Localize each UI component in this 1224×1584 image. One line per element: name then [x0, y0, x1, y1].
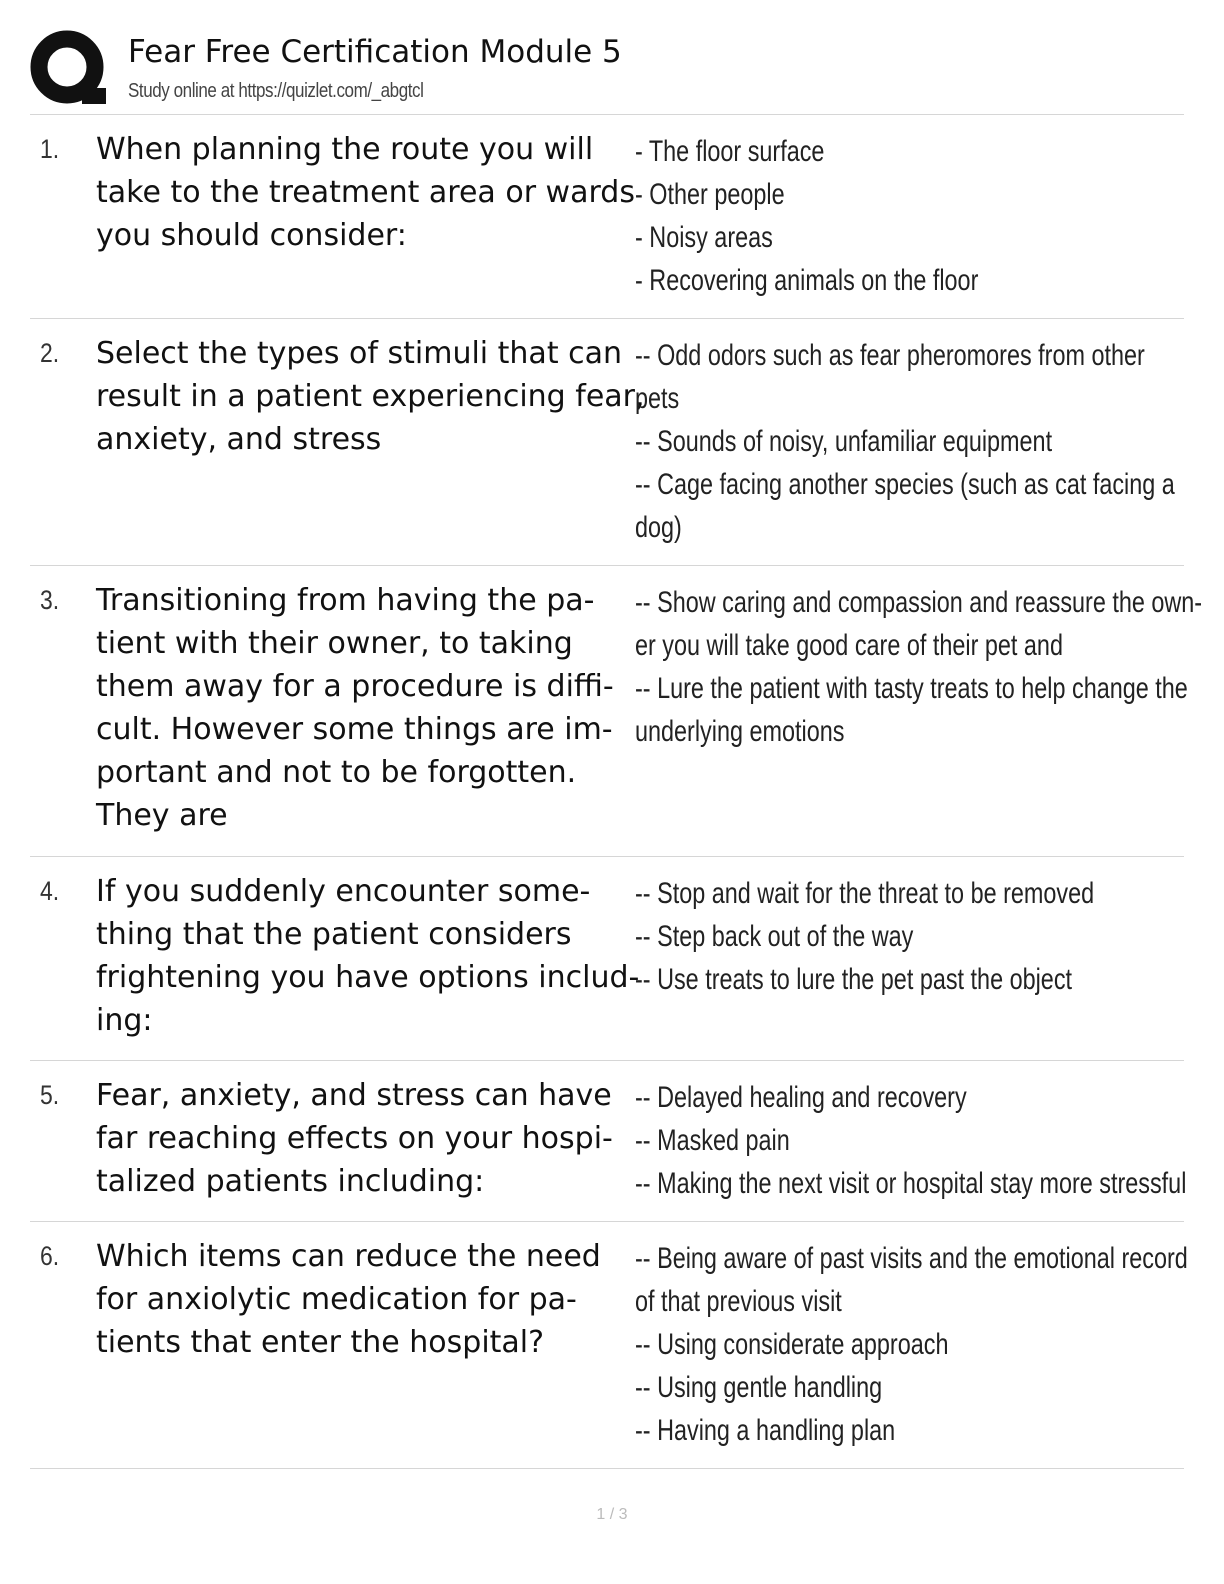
page-title: Fear Free Certification Module 5: [128, 34, 622, 70]
divider: [30, 318, 1184, 319]
term-line: result in a patient experiencing fear,: [96, 379, 645, 414]
definition-line: -- Having a handling plan: [635, 1414, 896, 1447]
card-term: [96, 128, 636, 257]
card-definition: [635, 581, 1203, 753]
definition-line: -- Show caring and compassion and reassure the own-: [635, 586, 1203, 619]
term-line: Transitioning from having the pa-: [96, 583, 595, 618]
definition-line: -- Delayed healing and recovery: [635, 1081, 967, 1114]
definition-line: -- Using gentle handling: [635, 1371, 883, 1404]
card-term: [96, 1235, 636, 1364]
card-number: 2.: [40, 338, 60, 368]
page-header: [30, 28, 1184, 114]
definition-line: -- Use treats to lure the pet past the object: [635, 963, 1073, 996]
definition-line: - The floor surface: [635, 135, 825, 168]
card-definition: [635, 1237, 1188, 1452]
divider: [30, 1468, 1184, 1469]
card-definition: [635, 130, 1134, 302]
quizlet-logo-icon: [30, 30, 108, 108]
definition-line: - Recovering animals on the floor: [635, 264, 979, 297]
definition-line: - Other people: [635, 178, 785, 211]
term-line: ing:: [96, 1003, 153, 1038]
term-line: tient with their owner, to taking: [96, 626, 573, 661]
term-line: Fear, anxiety, and stress can have: [96, 1078, 612, 1113]
term-line: thing that the patient considers: [96, 917, 572, 952]
term-line: Which items can reduce the need: [96, 1239, 601, 1274]
definition-line: -- Cage facing another species (such as cat facing a: [635, 468, 1175, 501]
definition-line: -- Step back out of the way: [635, 920, 914, 953]
card-definition: [635, 1076, 1187, 1205]
definition-line: of that previous visit: [635, 1285, 842, 1318]
term-line: They are: [96, 798, 228, 833]
term-line: them away for a procedure is diffi-: [96, 669, 614, 704]
term-line: you should consider:: [96, 218, 407, 253]
divider: [30, 1060, 1184, 1061]
definition-line: underlying emotions: [635, 715, 845, 748]
definition-line: -- Stop and wait for the threat to be removed: [635, 877, 1095, 910]
term-line: If you suddenly encounter some-: [96, 874, 591, 909]
card-term: [96, 332, 645, 461]
divider: [30, 114, 1184, 115]
divider: [30, 1221, 1184, 1222]
term-line: anxiety, and stress: [96, 422, 382, 457]
definition-line: dog): [635, 511, 682, 544]
definition-line: pets: [635, 382, 680, 415]
card-definition: [635, 334, 1175, 549]
page-number: 1 / 3: [596, 1506, 628, 1523]
definition-line: -- Sounds of noisy, unfamiliar equipment: [635, 425, 1053, 458]
term-line: for anxiolytic medication for pa-: [96, 1282, 577, 1317]
divider: [30, 856, 1184, 857]
term-line: far reaching effects on your hospi-: [96, 1121, 613, 1156]
term-line: When planning the route you will: [96, 132, 594, 167]
card-definition: [635, 872, 1134, 1001]
definition-line: er you will take good care of their pet and: [635, 629, 1063, 662]
term-line: frightening you have options includ-: [96, 960, 640, 995]
definition-line: - Noisy areas: [635, 221, 773, 254]
divider: [30, 565, 1184, 566]
card-number: 4.: [40, 876, 60, 906]
card-number: 1.: [40, 134, 60, 164]
definition-line: -- Lure the patient with tasty treats to help change the: [635, 672, 1188, 705]
term-line: Select the types of stimuli that can: [96, 336, 623, 371]
definition-line: -- Masked pain: [635, 1124, 790, 1157]
page-subtitle: Study online at https://quizlet.com/_abgtcl: [128, 80, 424, 102]
term-line: talized patients including:: [96, 1164, 485, 1199]
card-number: 5.: [40, 1080, 60, 1110]
card-term: [96, 1074, 636, 1203]
term-line: portant and not to be forgotten.: [96, 755, 577, 790]
term-line: tients that enter the hospital?: [96, 1325, 545, 1360]
card-number: 6.: [40, 1241, 60, 1271]
definition-line: -- Using considerate approach: [635, 1328, 949, 1361]
definition-line: -- Making the next visit or hospital stay more stressful: [635, 1167, 1187, 1200]
definition-line: -- Being aware of past visits and the emotional record: [635, 1242, 1188, 1275]
card-term: [96, 870, 640, 1042]
term-line: take to the treatment area or wards: [96, 175, 635, 210]
definition-line: -- Odd odors such as fear pheromores from other: [635, 339, 1145, 372]
term-line: cult. However some things are im-: [96, 712, 613, 747]
card-term: [96, 579, 636, 837]
card-number: 3.: [40, 585, 60, 615]
